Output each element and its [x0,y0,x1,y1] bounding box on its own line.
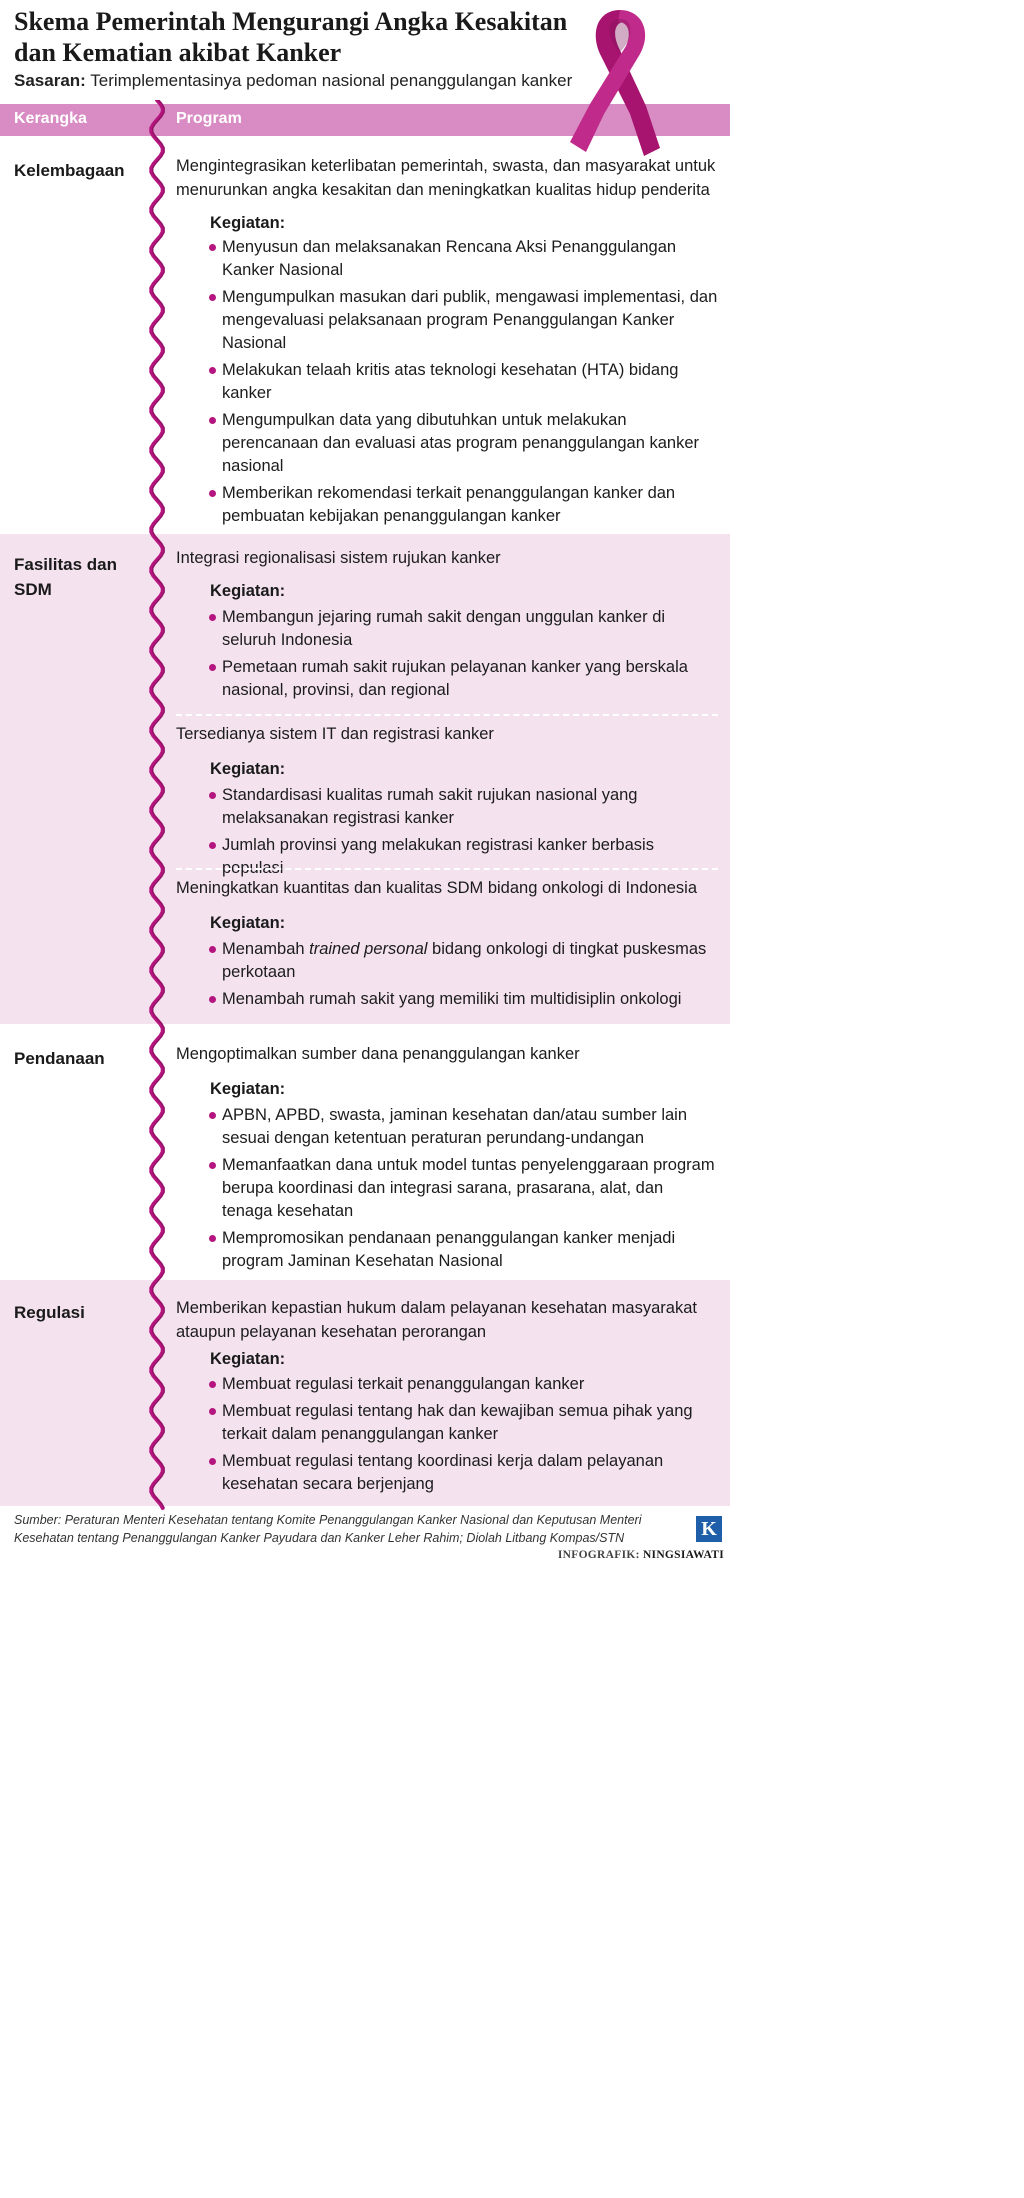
list-item: APBN, APBD, swasta, jaminan kesehatan dan/atau sumber lain sesuai dengan ketentuan peraturan perundang-undangan [208,1104,718,1150]
section-regulasi [0,1280,730,1506]
program-title: Memberikan kepastian hukum dalam pelayanan kesehatan masyarakat ataupun pelayanan kesehatan perorangan [176,1299,697,1341]
frame-label: Fasilitas dan SDM [14,555,117,599]
list-item: Membuat regulasi tentang hak dan kewajiban semua pihak yang terkait dalam penanggulangan kanker [208,1400,718,1446]
activity-list [208,606,718,706]
list-item: Mempromosikan pendanaan penanggulangan kanker menjadi program Jaminan Kesehatan Nasional [208,1227,718,1273]
kompas-logo-icon: K [696,1516,722,1542]
activity-list [208,938,718,1015]
list-item: Jumlah provinsi yang melakukan registrasi kanker berbasis populasi [208,834,718,880]
kegiatan-label: Kegiatan: [210,1350,286,1368]
frame-label: Pendanaan [14,1049,105,1068]
section-kelembagaan [0,136,730,534]
list-item: Memanfaatkan dana untuk model tuntas penyelenggaraan program berupa koordinasi dan integrasi sarana, prasarana, alat, dan tenaga kesehatan [208,1154,718,1223]
activity-list [208,236,718,532]
list-item: Menambah trained personal bidang onkologi di tingkat puskesmas perkotaan [208,938,718,984]
header-kerangka: Kerangka [14,110,87,127]
subtitle-text: Terimplementasinya pedoman nasional penanggulangan kanker [90,71,573,90]
header-program: Program [176,110,242,127]
divider [176,714,718,716]
list-item: Mengumpulkan data yang dibutuhkan untuk melakukan perencanaan dan evaluasi atas program penanggulangan kanker nasional [208,409,718,478]
list-item: Menambah rumah sakit yang memiliki tim multidisiplin onkologi [208,988,718,1011]
section-fasilitas-sdm [0,534,730,1024]
divider [176,868,718,870]
frame-label: Regulasi [14,1303,85,1322]
list-item: Membuat regulasi tentang koordinasi kerja dalam pelayanan kesehatan secara berjenjang [208,1450,718,1496]
list-item: Memberikan rekomendasi terkait penanggulangan kanker dan pembuatan kebijakan penanggulangan kanker [208,482,718,528]
list-item: Standardisasi kualitas rumah sakit rujukan nasional yang melaksanakan registrasi kanker [208,784,718,830]
kegiatan-label: Kegiatan: [210,914,286,932]
list-item: Menyusun dan melaksanakan Rencana Aksi Penanggulangan Kanker Nasional [208,236,718,282]
subtitle-label: Sasaran: [14,71,86,90]
list-item: Mengumpulkan masukan dari publik, mengawasi implementasi, dan mengevaluasi pelaksanaan program Penanggulangan Kanker Nasional [208,286,718,355]
program-title: Mengoptimalkan sumber dana penanggulangan kanker [176,1045,580,1063]
activity-list [208,1104,718,1277]
page-title: Skema Pemerintah Mengurangi Angka Kesakitan dan Kematian akibat Kanker [14,7,568,67]
list-item: Membangun jejaring rumah sakit dengan unggulan kanker di seluruh Indonesia [208,606,718,652]
kegiatan-label: Kegiatan: [210,1080,286,1098]
activity-list [208,1373,718,1500]
program-title: Mengintegrasikan keterlibatan pemerintah, swasta, dan masyarakat untuk menurunkan angka kesakitan dan meningkatkan kualitas hidup penderita [176,157,716,199]
section-pendanaan [0,1024,730,1280]
program-title: Tersedianya sistem IT dan registrasi kanker [176,725,494,743]
list-item: Pemetaan rumah sakit rujukan pelayanan kanker yang berskala nasional, provinsi, dan regional [208,656,718,702]
list-item: Membuat regulasi terkait penanggulangan kanker [208,1373,718,1396]
kegiatan-label: Kegiatan: [210,760,286,778]
infographic-credit: INFOGRAFIK: NINGSIAWATI [557,1549,724,1561]
pink-ribbon-icon [560,2,680,160]
program-title: Meningkatkan kuantitas dan kualitas SDM bidang onkologi di Indonesia [176,879,697,897]
list-item: Melakukan telaah kritis atas teknologi kesehatan (HTA) bidang kanker [208,359,718,405]
source-note: Sumber: Peraturan Menteri Kesehatan tentang Komite Penanggulangan Kanker Nasional dan Keputusan Menteri Kesehatan tentang Penanggulangan Kanker Payudara dan Kanker Leher Rahim; Diolah Litbang Kompas/STN [14,1513,642,1545]
program-title: Integrasi regionalisasi sistem rujukan kanker [176,549,501,567]
frame-label: Kelembagaan [14,161,125,180]
kegiatan-label: Kegiatan: [210,214,286,232]
kegiatan-label: Kegiatan: [210,582,286,600]
subtitle [14,70,594,92]
